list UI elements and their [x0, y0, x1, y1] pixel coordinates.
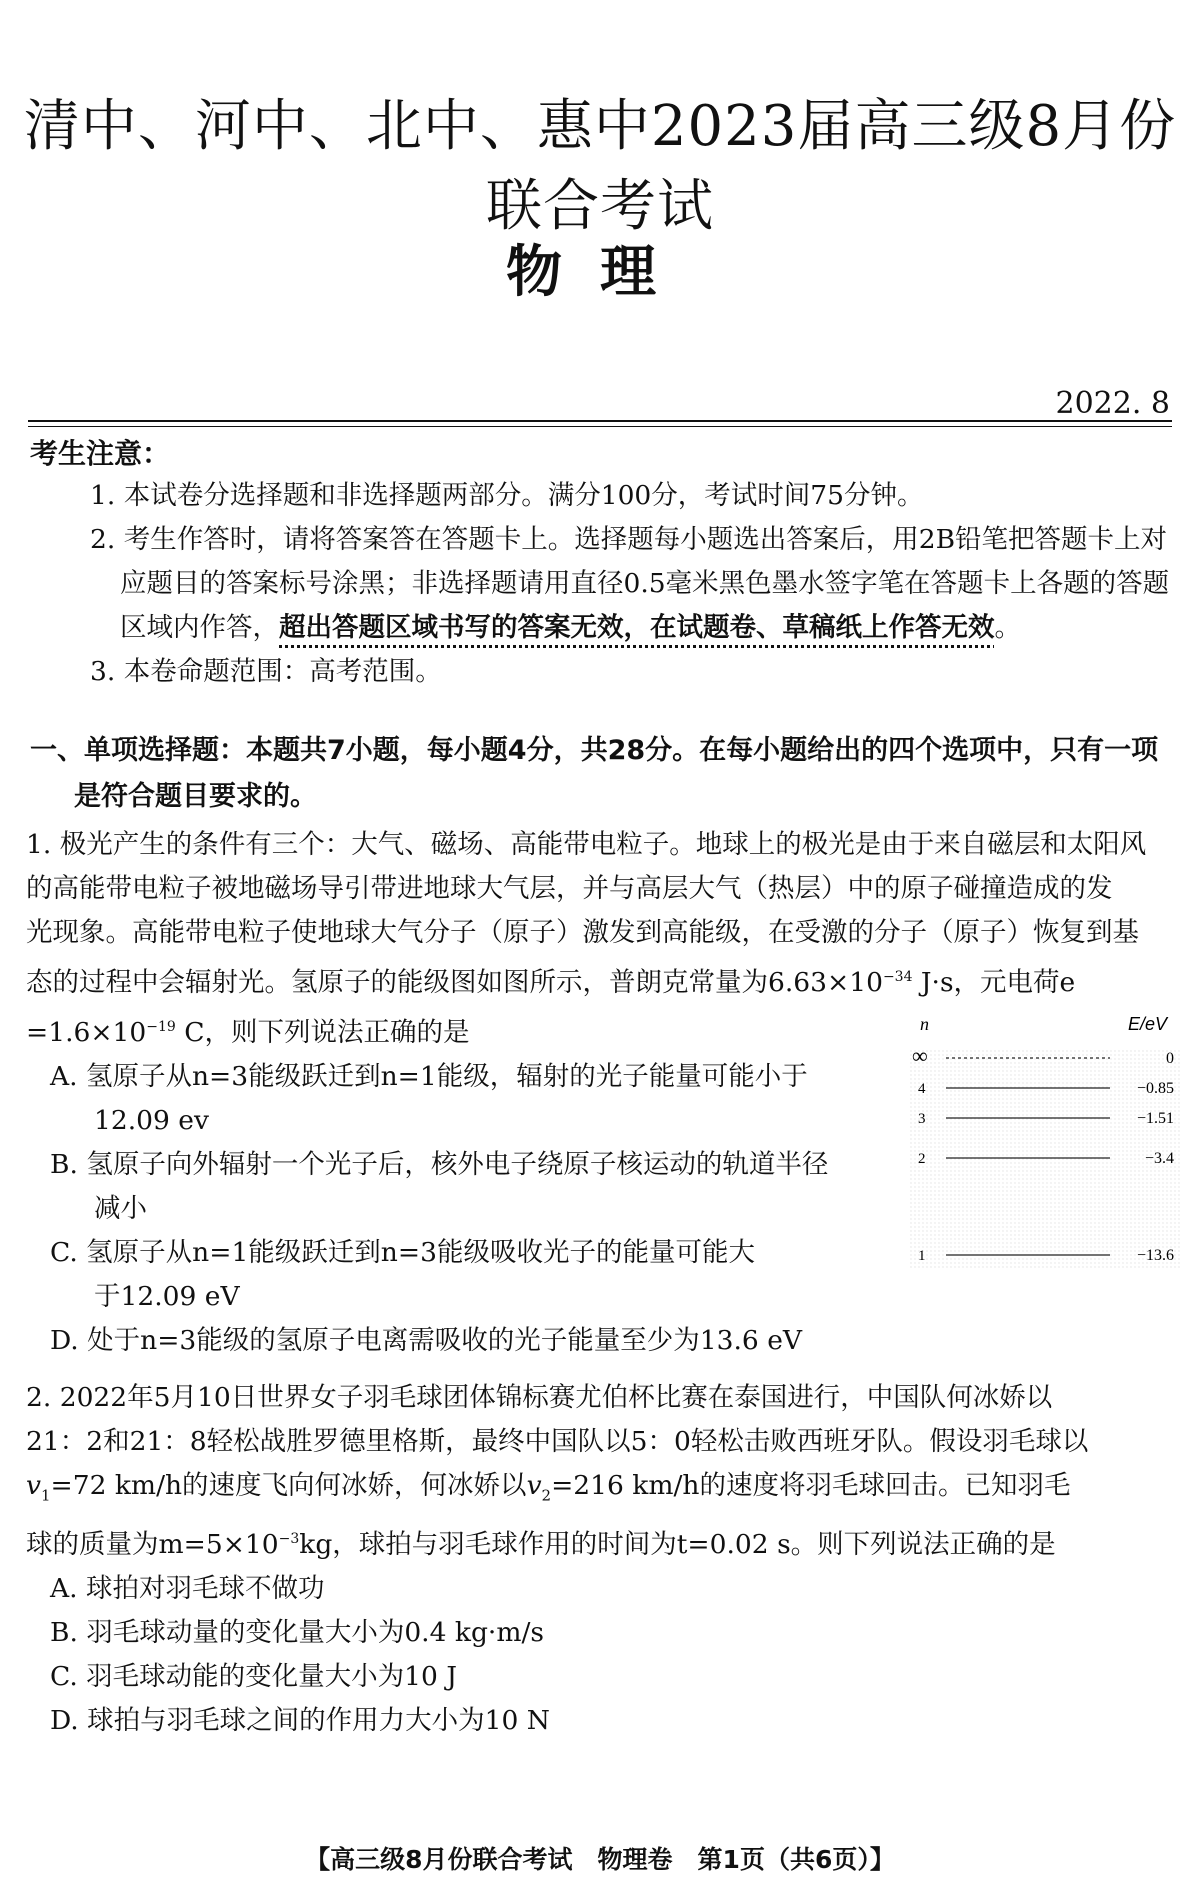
- q1-stem-line-3: 光现象。高能带电粒子使地球大气分子（原子）激发到高能级，在受激的分子（原子）恢复到基: [26, 917, 1139, 948]
- q2-option-d-text: D. 球拍与羽毛球之间的作用力大小为10 N: [50, 1705, 550, 1737]
- q2-stem-line-3: [26, 1464, 1186, 1517]
- q1-option-b[interactable]: [26, 1143, 906, 1187]
- q1-option-c[interactable]: [26, 1231, 906, 1275]
- diagram-energy-label: E/eV: [1128, 1014, 1168, 1034]
- notice-item-2-line-3-start: 区域内作答，: [120, 612, 279, 643]
- emphasized-warning: 超出答题区域书写的答案无效，在试题卷、草稿纸上作答无效: [279, 612, 995, 643]
- q2-v2-symbol: v: [526, 1470, 542, 1501]
- q2-option-b[interactable]: [26, 1611, 1186, 1655]
- notice-item-1: 1. 本试卷分选择题和非选择题两部分。满分100分，考试时间75分钟。: [90, 480, 924, 511]
- q1-line-4-a: 态的过程中会辐射光。氢原子的能级图如图所示，普朗克常量为6.63×10: [26, 966, 883, 998]
- q1-option-d-text: D. 处于n=3能级的氢原子电离需吸收的光子能量至少为13.6 eV: [50, 1324, 803, 1356]
- header-rule-thick: [28, 420, 1172, 422]
- subject-title: 物理: [506, 240, 694, 305]
- q2-line-4-a: 球的质量为m=5×10: [26, 1529, 279, 1561]
- q1-stem-line-4: [26, 955, 1186, 1005]
- q2-option-a[interactable]: [26, 1567, 1186, 1611]
- section-1-heading: [30, 728, 1180, 820]
- diagram-n-label: n: [920, 1014, 929, 1034]
- notice-items: [90, 474, 1180, 694]
- q1-option-c-line-2: 于12.09 eV: [94, 1280, 240, 1312]
- q2-option-c-text: C. 羽毛球动能的变化量大小为10 J: [50, 1661, 457, 1693]
- header-rule-thin: [28, 426, 1172, 427]
- q2-option-c[interactable]: [26, 1655, 1186, 1699]
- level-energy-label: −3.4: [1144, 1150, 1174, 1167]
- q1-option-b-line-1: B. 氢原子向外辐射一个光子后，核外电子绕原子核运动的轨道半径: [50, 1148, 829, 1180]
- q1-line-4-exponent: −34: [882, 969, 913, 985]
- level-n-label: 4: [918, 1081, 926, 1097]
- q1-line-4-b: J·s，元电荷e: [912, 966, 1076, 998]
- q2-line-4-b: kg，球拍与羽毛球作用的时间为t=0.02 s。则下列说法正确的是: [299, 1529, 1056, 1561]
- hydrogen-energy-level-diagram: [910, 1010, 1180, 1270]
- level-n-label: 3: [918, 1111, 926, 1127]
- q2-stem-line-4: [26, 1517, 1186, 1567]
- level-energy-label: −0.85: [1136, 1080, 1174, 1097]
- q1-option-a-line-1: A. 氢原子从n=3能级跃迁到n=1能级，辐射的光子能量可能小于: [50, 1060, 808, 1092]
- question-2: [26, 1376, 1186, 1743]
- q1-line-5-a: =1.6×10: [26, 1016, 147, 1048]
- level-n-label: ∞: [912, 1043, 928, 1068]
- level-n-label: 1: [918, 1248, 926, 1264]
- q1-option-a-line-2: 12.09 ev: [94, 1104, 209, 1136]
- q2-line-3-b: =216 km/h的速度将羽毛球回击。已知羽毛: [551, 1470, 1071, 1501]
- q1-line-5-exponent: −19: [146, 1018, 176, 1035]
- notice-item-2-line-3-end: 。: [994, 612, 1021, 643]
- level-energy-label: −1.51: [1136, 1110, 1174, 1127]
- section-1-heading-line-2: 是符合题目要求的。: [74, 781, 317, 812]
- q1-line-5-b: C，则下列说法正确的是: [175, 1016, 470, 1048]
- exam-date: 2022. 8: [1055, 386, 1170, 421]
- q1-option-a[interactable]: [26, 1055, 906, 1099]
- q2-v1-symbol: v: [26, 1470, 41, 1501]
- q2-line-3-a: =72 km/h的速度飞向何冰娇，何冰娇以: [50, 1470, 527, 1501]
- q2-option-b-text: B. 羽毛球动量的变化量大小为0.4 kg·m/s: [50, 1617, 544, 1649]
- notice-item-2-line-2: 应题目的答案标号涂黑；非选择题请用直径0.5毫米黑色墨水签字笔在答题卡上各题的答题: [120, 568, 1170, 599]
- q1-option-d[interactable]: [26, 1319, 1186, 1363]
- q2-option-a-text: A. 球拍对羽毛球不做功: [50, 1573, 325, 1605]
- q1-stem-line-2: 的高能带电粒子被地磁场导引带进地球大气层，并与高层大气（热层）中的原子碰撞造成的发: [26, 873, 1113, 904]
- page-footer: 【高三级8月份联合考试 物理卷 第1页（共6页）】: [305, 1845, 895, 1874]
- q2-v2-subscript: 2: [541, 1486, 552, 1505]
- q1-option-b-line-2: 减小: [94, 1192, 147, 1224]
- q1-option-c-line-1: C. 氢原子从n=1能级跃迁到n=3能级吸收光子的能量可能大: [50, 1236, 755, 1268]
- q2-option-d[interactable]: [26, 1699, 1186, 1743]
- q1-stem-line-1: 1. 极光产生的条件有三个：大气、磁场、高能带电粒子。地球上的极光是由于来自磁层和太阳风: [26, 829, 1147, 860]
- notice-item-2-line-1: 2. 考生作答时，请将答案答在答题卡上。选择题每小题选出答案后，用2B铅笔把答题卡上对: [90, 524, 1168, 555]
- notice-heading: 考生注意：: [30, 437, 171, 470]
- q2-stem-line-2: 21：2和21：8轻松战胜罗德里格斯，最终中国队以5：0轻松击败西班牙队。假设羽毛球以: [26, 1426, 1089, 1457]
- notice-item-2-line-3: [90, 606, 1180, 650]
- level-energy-label: −13.6: [1136, 1247, 1174, 1264]
- level-energy-label: 0: [1166, 1050, 1174, 1067]
- level-n-label: 2: [918, 1151, 926, 1167]
- q2-v1-subscript: 1: [40, 1486, 51, 1505]
- exam-title: 清中、河中、北中、惠中2023届高三级8月份联合考试: [23, 94, 1177, 239]
- q2-line-4-exponent: −3: [278, 1531, 300, 1548]
- q2-stem-line-1: 2. 2022年5月10日世界女子羽毛球团体锦标赛尤伯杯比赛在泰国进行，中国队何冰娇以: [26, 1382, 1053, 1413]
- section-1-heading-line-1: 一、单项选择题：本题共7小题，每小题4分，共28分。在每小题给出的四个选项中，只有一项: [30, 735, 1159, 766]
- notice-item-3: 3. 本卷命题范围：高考范围。: [90, 656, 442, 687]
